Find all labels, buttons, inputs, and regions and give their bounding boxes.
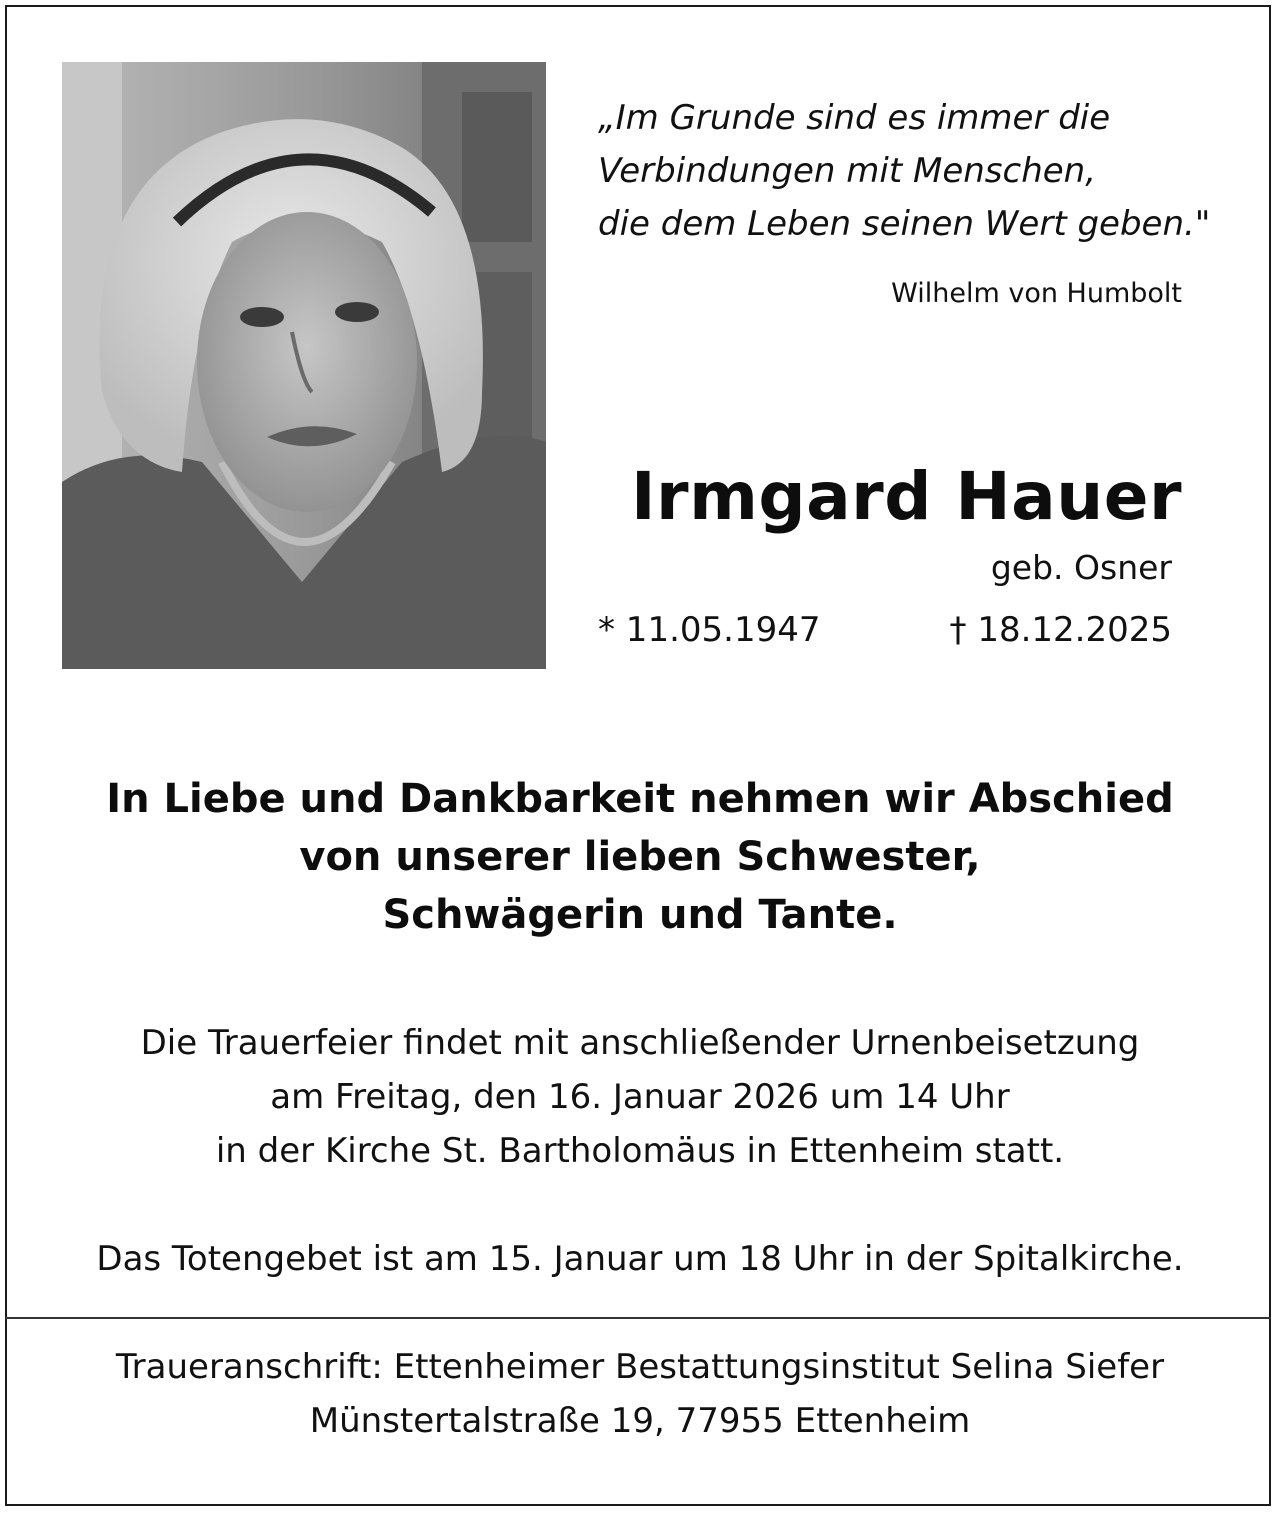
ceremony-info — [0, 1016, 1280, 1178]
section-divider — [5, 1317, 1271, 1319]
prayer-line: Das Totengebet ist am 15. Januar um 18 Uhr in der Spitalkirche. — [96, 1239, 1184, 1279]
prayer-info — [0, 1232, 1280, 1286]
address-line: Münstertalstraße 19, 77955 Ettenheim — [309, 1401, 971, 1441]
portrait-photo-drawing — [62, 62, 546, 669]
memorial-quote — [598, 92, 1248, 251]
mourning-address — [0, 1340, 1280, 1448]
birth-date: * 11.05.1947 — [598, 610, 821, 650]
address-line: Traueranschrift: Ettenheimer Bestattungsinstitut Selina Siefer — [115, 1347, 1165, 1387]
farewell-line: In Liebe und Dankbarkeit nehmen wir Abschied — [106, 776, 1174, 822]
quote-line: Verbindungen mit Menschen, — [598, 151, 1097, 191]
farewell-line: von unserer lieben Schwester, — [299, 834, 981, 880]
death-date: † 18.12.2025 — [949, 610, 1172, 650]
maiden-name: geb. Osner — [990, 548, 1172, 587]
portrait-photo — [62, 62, 546, 669]
quote-line: „Im Grunde sind es immer die — [598, 98, 1111, 138]
ceremony-line: Die Trauerfeier findet mit anschließender Urnenbeisetzung — [140, 1023, 1140, 1063]
deceased-name: Irmgard Hauer — [631, 458, 1182, 535]
farewell-message — [0, 770, 1280, 944]
ceremony-line: am Freitag, den 16. Januar 2026 um 14 Uhr — [270, 1077, 1010, 1117]
quote-line: die dem Leben seinen Wert geben." — [598, 204, 1211, 244]
farewell-line: Schwägerin und Tante. — [382, 892, 898, 938]
ceremony-line: in der Kirche St. Bartholomäus in Ettenheim statt. — [215, 1131, 1065, 1171]
quote-author: Wilhelm von Humbolt — [891, 278, 1182, 309]
